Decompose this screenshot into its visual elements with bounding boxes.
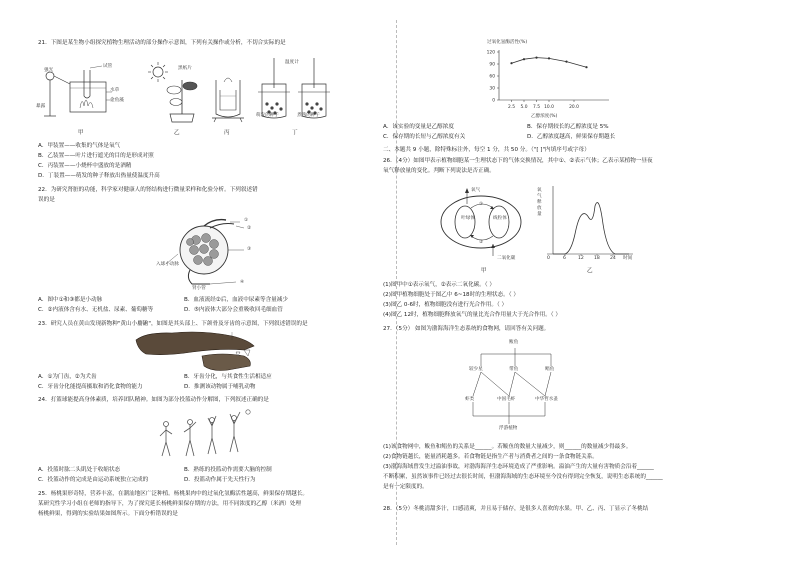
food-web-diagram xyxy=(453,340,583,434)
food-web-mid-2: 带鱼 xyxy=(509,367,519,372)
q27-stem: 27．（5分） 如图为渤海海洋生态系统的食物网，请回答有关问题。 xyxy=(383,326,550,332)
q23-option-d: D．推测该动物属于哺乳动物 xyxy=(184,384,256,390)
data-point xyxy=(548,57,550,59)
panel-label-c: 丙 xyxy=(224,130,230,136)
q24-option-c: C．投篮动作的完成是由运动系统独立完成的 xyxy=(38,477,149,483)
q25-option-c: C．保存期的长短与乙醇浓度有关 xyxy=(383,134,466,140)
x-tick-label: 5.0 xyxy=(520,105,528,110)
y-tick-label: 30 xyxy=(489,86,495,92)
water-grass-label: 水草 xyxy=(110,88,120,93)
q27-item-1: (1)该食物网中，鲅鱼和鲳鱼的关系是______。若鲅鱼的数量大量减少，则______的数量减少得最多。 xyxy=(383,444,632,450)
data-point xyxy=(523,58,525,60)
q26-item-2: (2)图甲植物细胞处于图乙中 6~18时的生理状态。（ ） xyxy=(383,292,519,298)
o2-release-y-title: 氧气释放量 xyxy=(537,188,542,217)
nephron-mark-2: ② xyxy=(247,226,252,231)
q23-option-c: C．牙齿分化能提高摄取和消化食物的能力 xyxy=(38,384,143,390)
chart-y-title: 过氧化氢酶活性(%) xyxy=(487,40,528,45)
q21-stem: 21．下图是某生物小组探究植物生理活动的部分操作示意图，下列有关操作或分析，不切合实际的是 xyxy=(38,40,286,46)
mitochondria-label: 线粒体 xyxy=(493,216,507,221)
q27-item-3: (3)渤海海域曾发生过溢油事故，对渤海海洋生态环境造成了严重影响。溢油产生的大量有害物质会沿着______ xyxy=(383,464,654,470)
chloroplast-label: 叶绿体 xyxy=(461,216,475,221)
nephron-mark-1: ① xyxy=(244,218,249,223)
q24-stem: 24．打篮球能提高身体素质，培养团队精神。如图为部分投篮动作分解图，下列叙述正确的是 xyxy=(38,397,269,403)
tick-0: 0 xyxy=(547,256,550,261)
q26-item-1: (1)图甲中①表示氧气，②表示二氧化碳。（ ） xyxy=(383,282,496,288)
q27-item-4: 不断积累，虽然该事件已经过去很长时间，但渤海海域的生态环境至今没有得到完全恢复，说明生态系统的______ xyxy=(383,474,663,480)
food-web-mid-3: 鲳鱼 xyxy=(545,367,555,372)
q24-option-b: B．熟练的投篮动作需要大脑的控制 xyxy=(184,467,272,473)
tick-24: 24 xyxy=(610,256,616,261)
nephron-text-1: 入球小动脉 xyxy=(156,262,179,267)
q21-figure-c xyxy=(210,74,246,122)
o2-label: 氧气 xyxy=(471,188,481,193)
oxygen-release-curve xyxy=(545,184,635,264)
q24-option-a: A．投篮时肱二头肌处于收缩状态 xyxy=(38,467,121,473)
q25-option-d: D．乙醇浓度越高，鲜果保存期越长 xyxy=(527,134,616,140)
q22-option-c: C．②内液体含有水、无机盐、尿素、葡萄糖等 xyxy=(38,307,154,313)
tick-12: 12 xyxy=(578,256,584,261)
tube-label: 试管 xyxy=(103,64,113,69)
q21-option-a: A．甲装置——收集的气体是氧气 xyxy=(38,143,121,149)
q21-option-d: D．丁装置——萌发的种子释放出热量使温度升高 xyxy=(38,173,160,179)
q22-option-b: B．血液流经②后，血液中尿素等含量减少 xyxy=(184,297,288,303)
q23-stem: 23．研究人员在黄山发现新物种"黄山小麝鼩"，如图是其头部上、下颌骨及牙齿的示意图，下列叙述错误的是 xyxy=(38,321,308,327)
time-label: 时间 xyxy=(623,256,633,261)
q23-option-b: B．牙齿分化，与其食性生活相适应 xyxy=(184,374,272,380)
kidney-nephron-diagram xyxy=(170,214,250,286)
food-web-top: 鲅鱼 xyxy=(509,340,519,345)
q25-stem-line3: 杨桃鲜果，得到的实验结果如图所示。下面分析错误的是 xyxy=(38,511,178,517)
tick-6: 6 xyxy=(563,256,566,261)
ruler-label: 暴露 xyxy=(36,104,46,109)
q22-stem-line2: 误的是 xyxy=(38,197,55,203)
q25-stem-line1: 25．杨桃果形奇特，营养丰富，在潮汕地区广泛种植。杨桃果肉中的过氧化氢酶活性越高，鲜果保存期越长。 xyxy=(38,491,309,497)
tick-18: 18 xyxy=(594,256,600,261)
y-tick-label: 0 xyxy=(492,98,495,104)
food-web-low-2: 中国毛虾 xyxy=(497,397,516,402)
q21-option-b: B．乙装置——叶片进行遮光的目的是形成对照 xyxy=(38,153,154,159)
figure-a-label: 甲 xyxy=(481,268,487,274)
figure-b-label: 乙 xyxy=(587,268,593,274)
co2-label: 二氧化碳 xyxy=(497,256,516,261)
enzyme-activity-chart xyxy=(477,48,617,114)
data-point xyxy=(535,57,537,59)
black-paper-label: 黑纸片 xyxy=(178,66,192,71)
q27-item-2: (2)食物链越长，能量消耗越多。若食物链是指生产者与消费者之间的一条食物链关系。 xyxy=(383,454,598,460)
data-point xyxy=(585,66,587,68)
food-web-mid-1: 较少星 xyxy=(469,367,483,372)
food-web-low-3: 中华哲水蚤 xyxy=(535,397,558,402)
q21-option-c: C．丙装置——小烧杯中盛放的是酒精 xyxy=(38,163,132,169)
x-tick-label: 10.0 xyxy=(544,105,554,110)
q26-item-3: (3)图乙 0-6时，植物细胞没有进行光合作用。（ ） xyxy=(383,302,508,308)
water-grass2-label: 金鱼藻 xyxy=(110,98,124,103)
shrew-skull-figure xyxy=(132,330,262,374)
y-tick-label: 60 xyxy=(489,74,495,80)
q25-stem-line2: 某研究性学习小组在老师的指导下，为了探究延长杨桃鲜果保存期的方法，用不同浓度的乙醇（米酒）处理 xyxy=(38,501,301,507)
seed-a-label: 萌发的种子 xyxy=(256,113,279,118)
light-label: 强光 xyxy=(44,68,54,73)
q26-stem-line1: 26．（4分）如图甲表示植物细胞某一生理状态下的气体交换情况，其中①、②表示气体；乙表示某植物一昼夜 xyxy=(383,158,653,164)
food-web-base: 浮游植物 xyxy=(499,426,518,431)
q23-option-a: A．①为门齿，②为犬齿 xyxy=(38,374,97,380)
q28-stem: 28．（5分）冬桃清甜多汁，口感清爽，并且易于储存，是很多人喜欢的水果。甲、乙、丙、丁显示了冬桃结 xyxy=(383,506,649,512)
q21-figure-d xyxy=(258,58,348,120)
q27-item-5: 是有一定限度的。 xyxy=(383,484,428,490)
thermometer-label: 温度计 xyxy=(285,60,299,65)
x-tick-label: 2.5 xyxy=(508,105,515,110)
data-point xyxy=(565,61,567,63)
q24-option-d: D．投篮动作属于先天性行为 xyxy=(184,477,256,483)
q26-item-4: (4)图乙 12时，植物细胞释放氧气的量比光合作用量大于光合作用。（ ） xyxy=(383,312,562,318)
food-web-low-1: 虾类 xyxy=(465,397,475,402)
gas-1-label: ① xyxy=(479,202,484,207)
nephron-text-3: 肾小管 xyxy=(192,286,206,291)
nephron-mark-3: ③ xyxy=(247,247,252,252)
y-tick-label: 90 xyxy=(489,62,495,68)
panel-label-b: 乙 xyxy=(174,130,180,136)
x-tick-label: 20.0 xyxy=(569,105,579,110)
panel-label-d: 丁 xyxy=(292,130,298,136)
q25-option-a: A．该实验的变量是乙醇浓度 xyxy=(383,124,454,130)
q26-stem-line2: 氧气释放量的变化。判断下列说法是否正确。 xyxy=(383,168,495,174)
panel-label-a: 甲 xyxy=(78,130,84,136)
chart-x-title: 乙醇浓度(%) xyxy=(531,114,558,119)
part2-header: 二、本题共 9 小题，除特殊标注外，每空 1 分，共 50 分。（"[ ]"内填序号或字母） xyxy=(383,147,590,153)
basketball-shot-figure xyxy=(154,410,254,462)
x-tick-label: 7.5 xyxy=(533,105,540,110)
q25-option-b: B．保存期较长的乙醇浓度是 5% xyxy=(527,124,609,130)
cell-gas-exchange-diagram xyxy=(437,182,527,260)
q22-option-d: D．⑤内液体大部分会重吸收回毛细血管 xyxy=(184,307,283,313)
seed-b-label: 煮熟的种子 xyxy=(297,113,320,118)
y-tick-label: 120 xyxy=(486,50,495,56)
data-point xyxy=(510,62,512,64)
q22-option-a: A．图中①和③都是小动脉 xyxy=(38,297,103,303)
nephron-mark-4: ④ xyxy=(240,280,245,285)
right-column xyxy=(383,0,794,562)
q22-stem-line1: 22．为研究肾脏的功能，科学家对健康人的肾结构进行微量采样和化验分析。下列叙述错 xyxy=(38,187,258,193)
gas-2-label: ② xyxy=(479,240,484,245)
